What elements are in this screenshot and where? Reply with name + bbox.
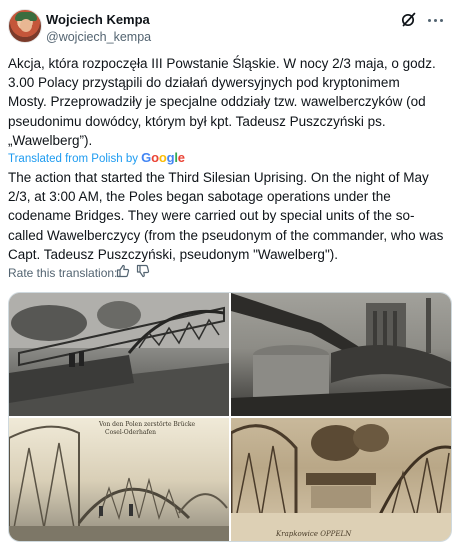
tweet-translated-text: The action that started the Third Silesian Uprising. On the night of May 2/3, at 3:00 AM, the Poles began sabotage operations under the codename Bridges. They were carried out by special units of the so- called Wawelberczycy (from the pseudonym of the commander, who was Capt. Tadeusz Puszczyński, pseudonym "Wawelberg"). — [8, 170, 444, 262]
thumbs-down-icon[interactable] — [136, 264, 150, 278]
rate-translation-label: Rate this translation: — [8, 266, 118, 280]
photo-destroyed-bridge-2[interactable] — [231, 293, 452, 416]
translated-label: Translated from Polish by — [8, 153, 138, 165]
thumbs-up-icon[interactable] — [116, 264, 130, 278]
google-logo: Google — [141, 150, 185, 165]
photo4-caption: Krapkowice OPPELN — [276, 530, 352, 538]
media-grid — [8, 292, 452, 542]
photo-destroyed-bridge-1[interactable] — [9, 293, 229, 416]
avatar[interactable] — [8, 9, 42, 43]
more-icon[interactable] — [426, 13, 446, 27]
photo3-caption-line2: Cosel-Oderhafen — [105, 429, 157, 436]
translated-attribution[interactable] — [8, 150, 185, 165]
avatar-face — [20, 19, 32, 32]
tweet-header — [8, 9, 452, 49]
author-handle[interactable]: @wojciech_kempa — [46, 30, 152, 44]
photo-destroyed-bridge-oppeln[interactable] — [231, 418, 452, 542]
photo3-caption-line1: Von den Polen zerstörte Brücke — [99, 421, 196, 428]
grok-icon[interactable] — [400, 11, 418, 29]
tweet-original-text: Akcja, która rozpoczęła III Powstanie Śląskie. W nocy 2/3 maja, o godz. 3.00 Polacy przystąpili do działań dywersyjnych pod kryptonimem Mosty. Przeprowadziły je specjalne oddziały tzw. wawelberczyków (od pseudonimu dowódcy, którym był kpt. Tadeusz Puszczyński ps. „Wawelberg”). — [8, 56, 436, 148]
photo-destroyed-bridge-postcard[interactable] — [9, 418, 229, 542]
author-name[interactable]: Wojciech Kempa — [46, 12, 150, 27]
